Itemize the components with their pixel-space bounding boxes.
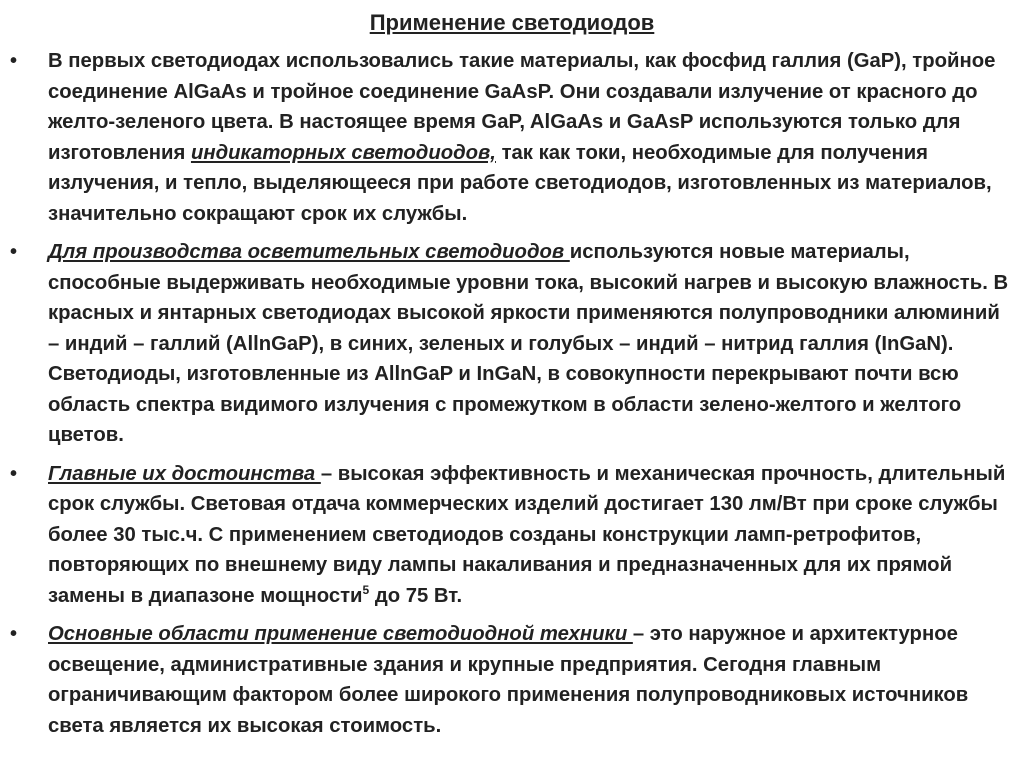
bullet-marker: • [10, 462, 18, 485]
bullet-marker: • [10, 241, 18, 263]
bullet-emphasis: Главные их достоинства [48, 462, 321, 485]
bullet-emphasis: индикаторных светодиодов, [190, 141, 496, 164]
bullet-text: – это наружное и архитектурное освещение, административные здания и крупные предприятия. Сегодня главным ограничивающим фактором более широкого применения полупроводниковых источников света является их высокая стоимость. [48, 623, 969, 737]
bullet-item-advantages [0, 459, 1024, 612]
bullet-emphasis: Основные области применение светодиодной техники [48, 623, 633, 645]
bullet-item-application-areas [0, 619, 1024, 741]
bullet-text: используются новые материалы, способные выдерживать необходимые уровни тока, высокий нагрев и высокую влажность. В красных и янтарных светодиодах высокой яркости применяются полупроводники алюминий – индий – галлий (AllnGaP), в синих, зеленых и голубых – индий – нитрид галлия (InGaN). Светодиоды, изготовленные из AllnGaP и InGaN, в совокупности перекрывают почти всю область спектра видимого излучения с промежутком в области зелено-желтого и желтого цветов. [48, 241, 1009, 446]
bullet-marker: • [10, 623, 18, 645]
bullet-text: – высокая эффективность и механическая прочность, длительный срок службы. Световая отдача коммерческих изделий достигает 130 лм/Вт при сроке службы более 30 тыс.ч. С применением светодиодов созданы конструкции ламп-ретрофитов, повторяющих по внешнему виду лампы накаливания и предназначенных для их прямой замены в диапазоне мощности [48, 462, 1006, 607]
footnote-superscript: 5 [362, 582, 370, 597]
slide-title: Применение светодиодов [369, 10, 655, 35]
bullet-text: В первых светодиодах использовались такие материалы, как фосфид галлия (GaP), тройное соединение AlGaAs и тройное соединение GaAsP. Они создавали излучение от красного до желто-зеленого цвета. В настоящее время GaP, AlGaAs и GaAsP используются только для изготовления [48, 50, 996, 164]
bullet-item-lighting-leds [0, 237, 1024, 451]
bullet-item-materials [0, 46, 1024, 229]
bullet-list [0, 46, 1024, 749]
bullet-text: до 75 Вт. [369, 584, 463, 607]
bullet-emphasis: Для производства осветительных светодиодов [48, 241, 570, 263]
bullet-text: так как токи, необходимые для получения излучения, и тепло, выделяющееся при работе светодиодов, изготовленных из материалов, значительно сокращают срок их службы. [48, 141, 992, 225]
bullet-marker: • [10, 50, 18, 72]
